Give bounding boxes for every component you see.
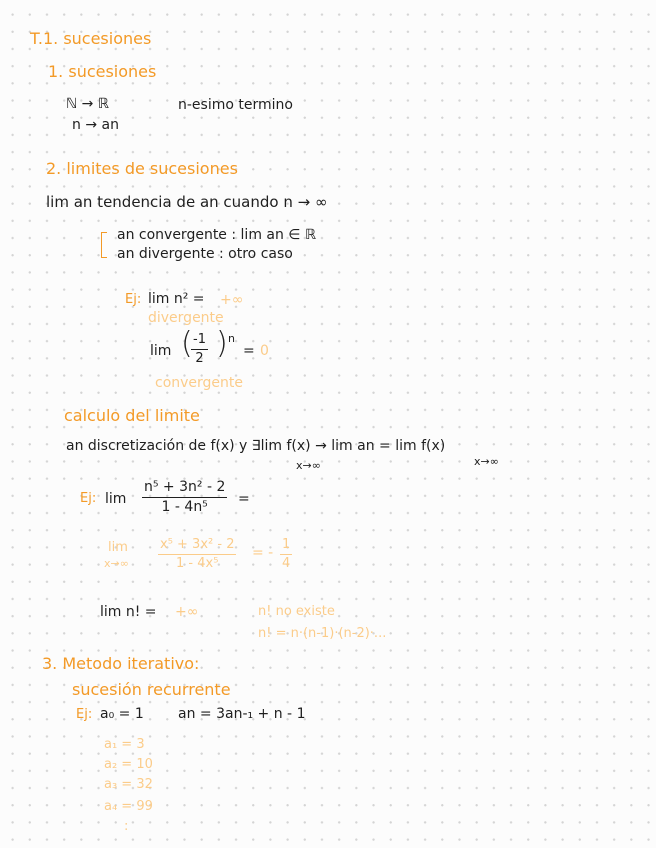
calc-work-equals: = - bbox=[252, 545, 274, 561]
calc-example-numerator: n⁵ + 3n² - 2 bbox=[142, 480, 227, 498]
calc-example-equals: = bbox=[238, 491, 250, 507]
calc-sub-2: x→∞ bbox=[474, 455, 499, 468]
term-a4: a₄ = 99 bbox=[104, 799, 153, 814]
calc-definition: an discretización de f(x) y ∃lim f(x) → lim an = lim f(x) bbox=[66, 438, 446, 454]
recurrence-formula: an = 3an-₁ + n - 1 bbox=[178, 706, 306, 722]
mapping-note: n-esimo termino bbox=[178, 97, 293, 113]
calc-example-lim: lim bbox=[105, 491, 127, 507]
factorial-note-2: n! = n·(n-1)·(n-2)·... bbox=[258, 626, 387, 641]
example-label-1: Ej: bbox=[125, 292, 142, 307]
term-a1: a₁ = 3 bbox=[104, 737, 145, 752]
calc-work-sub: x→∞ bbox=[104, 557, 129, 570]
case-bracket bbox=[101, 232, 107, 258]
example-2-numerator: -1 bbox=[191, 333, 208, 350]
factorial-note-1: n! no existe bbox=[258, 604, 335, 619]
calc-heading: calculo del limite bbox=[64, 406, 200, 425]
term-a3: a₃ = 32 bbox=[104, 777, 153, 792]
mapping-line-2: n → an bbox=[72, 117, 119, 133]
calc-work-denominator: 1 - 4x⁵ bbox=[176, 556, 219, 572]
example-2-note: convergente bbox=[155, 375, 244, 391]
limit-definition: lim an tendencia de an cuando n → ∞ bbox=[46, 193, 328, 211]
example-2-denominator: 2 bbox=[195, 351, 204, 367]
convergent-case: an convergente : lim an ∈ ℝ bbox=[117, 227, 317, 243]
calc-work-result-num: 1 bbox=[280, 538, 292, 555]
example-2-exponent: n bbox=[228, 332, 235, 345]
example-1-result: +∞ bbox=[220, 292, 244, 308]
example-1-note: divergente bbox=[148, 310, 224, 326]
section-2-heading: 2. limites de sucesiones bbox=[46, 159, 238, 178]
section-3-heading: 3. Metodo iterativo: bbox=[42, 654, 200, 673]
term-a2: a₂ = 10 bbox=[104, 757, 153, 772]
example-2-result: 0 bbox=[260, 343, 269, 359]
calc-work-lim: lim bbox=[108, 540, 128, 555]
page-title: T.1. sucesiones bbox=[30, 29, 152, 48]
initial-term: a₀ = 1 bbox=[100, 706, 144, 722]
calc-example-fraction bbox=[142, 480, 227, 516]
calc-work-result bbox=[280, 538, 292, 572]
example-1-expression: lim n² = bbox=[148, 291, 205, 307]
example-2-paren-open: ( bbox=[181, 326, 193, 361]
section-1-heading: 1. sucesiones bbox=[48, 62, 157, 81]
calc-sub-1: x→∞ bbox=[296, 459, 321, 472]
example-2-fraction bbox=[191, 333, 208, 367]
example-2-paren-close: ) bbox=[216, 326, 228, 361]
term-ellipsis: : bbox=[124, 819, 129, 834]
factorial-result: +∞ bbox=[175, 604, 199, 620]
example-label-2: Ej: bbox=[80, 491, 97, 506]
example-2-equals: = bbox=[243, 343, 255, 359]
mapping-line-1: ℕ → ℝ bbox=[66, 96, 109, 112]
example-2-lim: lim bbox=[150, 343, 172, 359]
factorial-expression: lim n! = bbox=[100, 604, 157, 620]
divergent-case: an divergente : otro caso bbox=[117, 246, 293, 262]
calc-work-numerator: x⁵ + 3x² - 2 bbox=[158, 538, 236, 555]
section-3-subheading: sucesión recurrente bbox=[72, 680, 231, 699]
calc-example-denominator: 1 - 4n⁵ bbox=[161, 499, 208, 516]
calc-work-fraction bbox=[158, 538, 236, 572]
example-label-3: Ej: bbox=[76, 707, 93, 722]
calc-work-result-den: 4 bbox=[282, 556, 291, 572]
